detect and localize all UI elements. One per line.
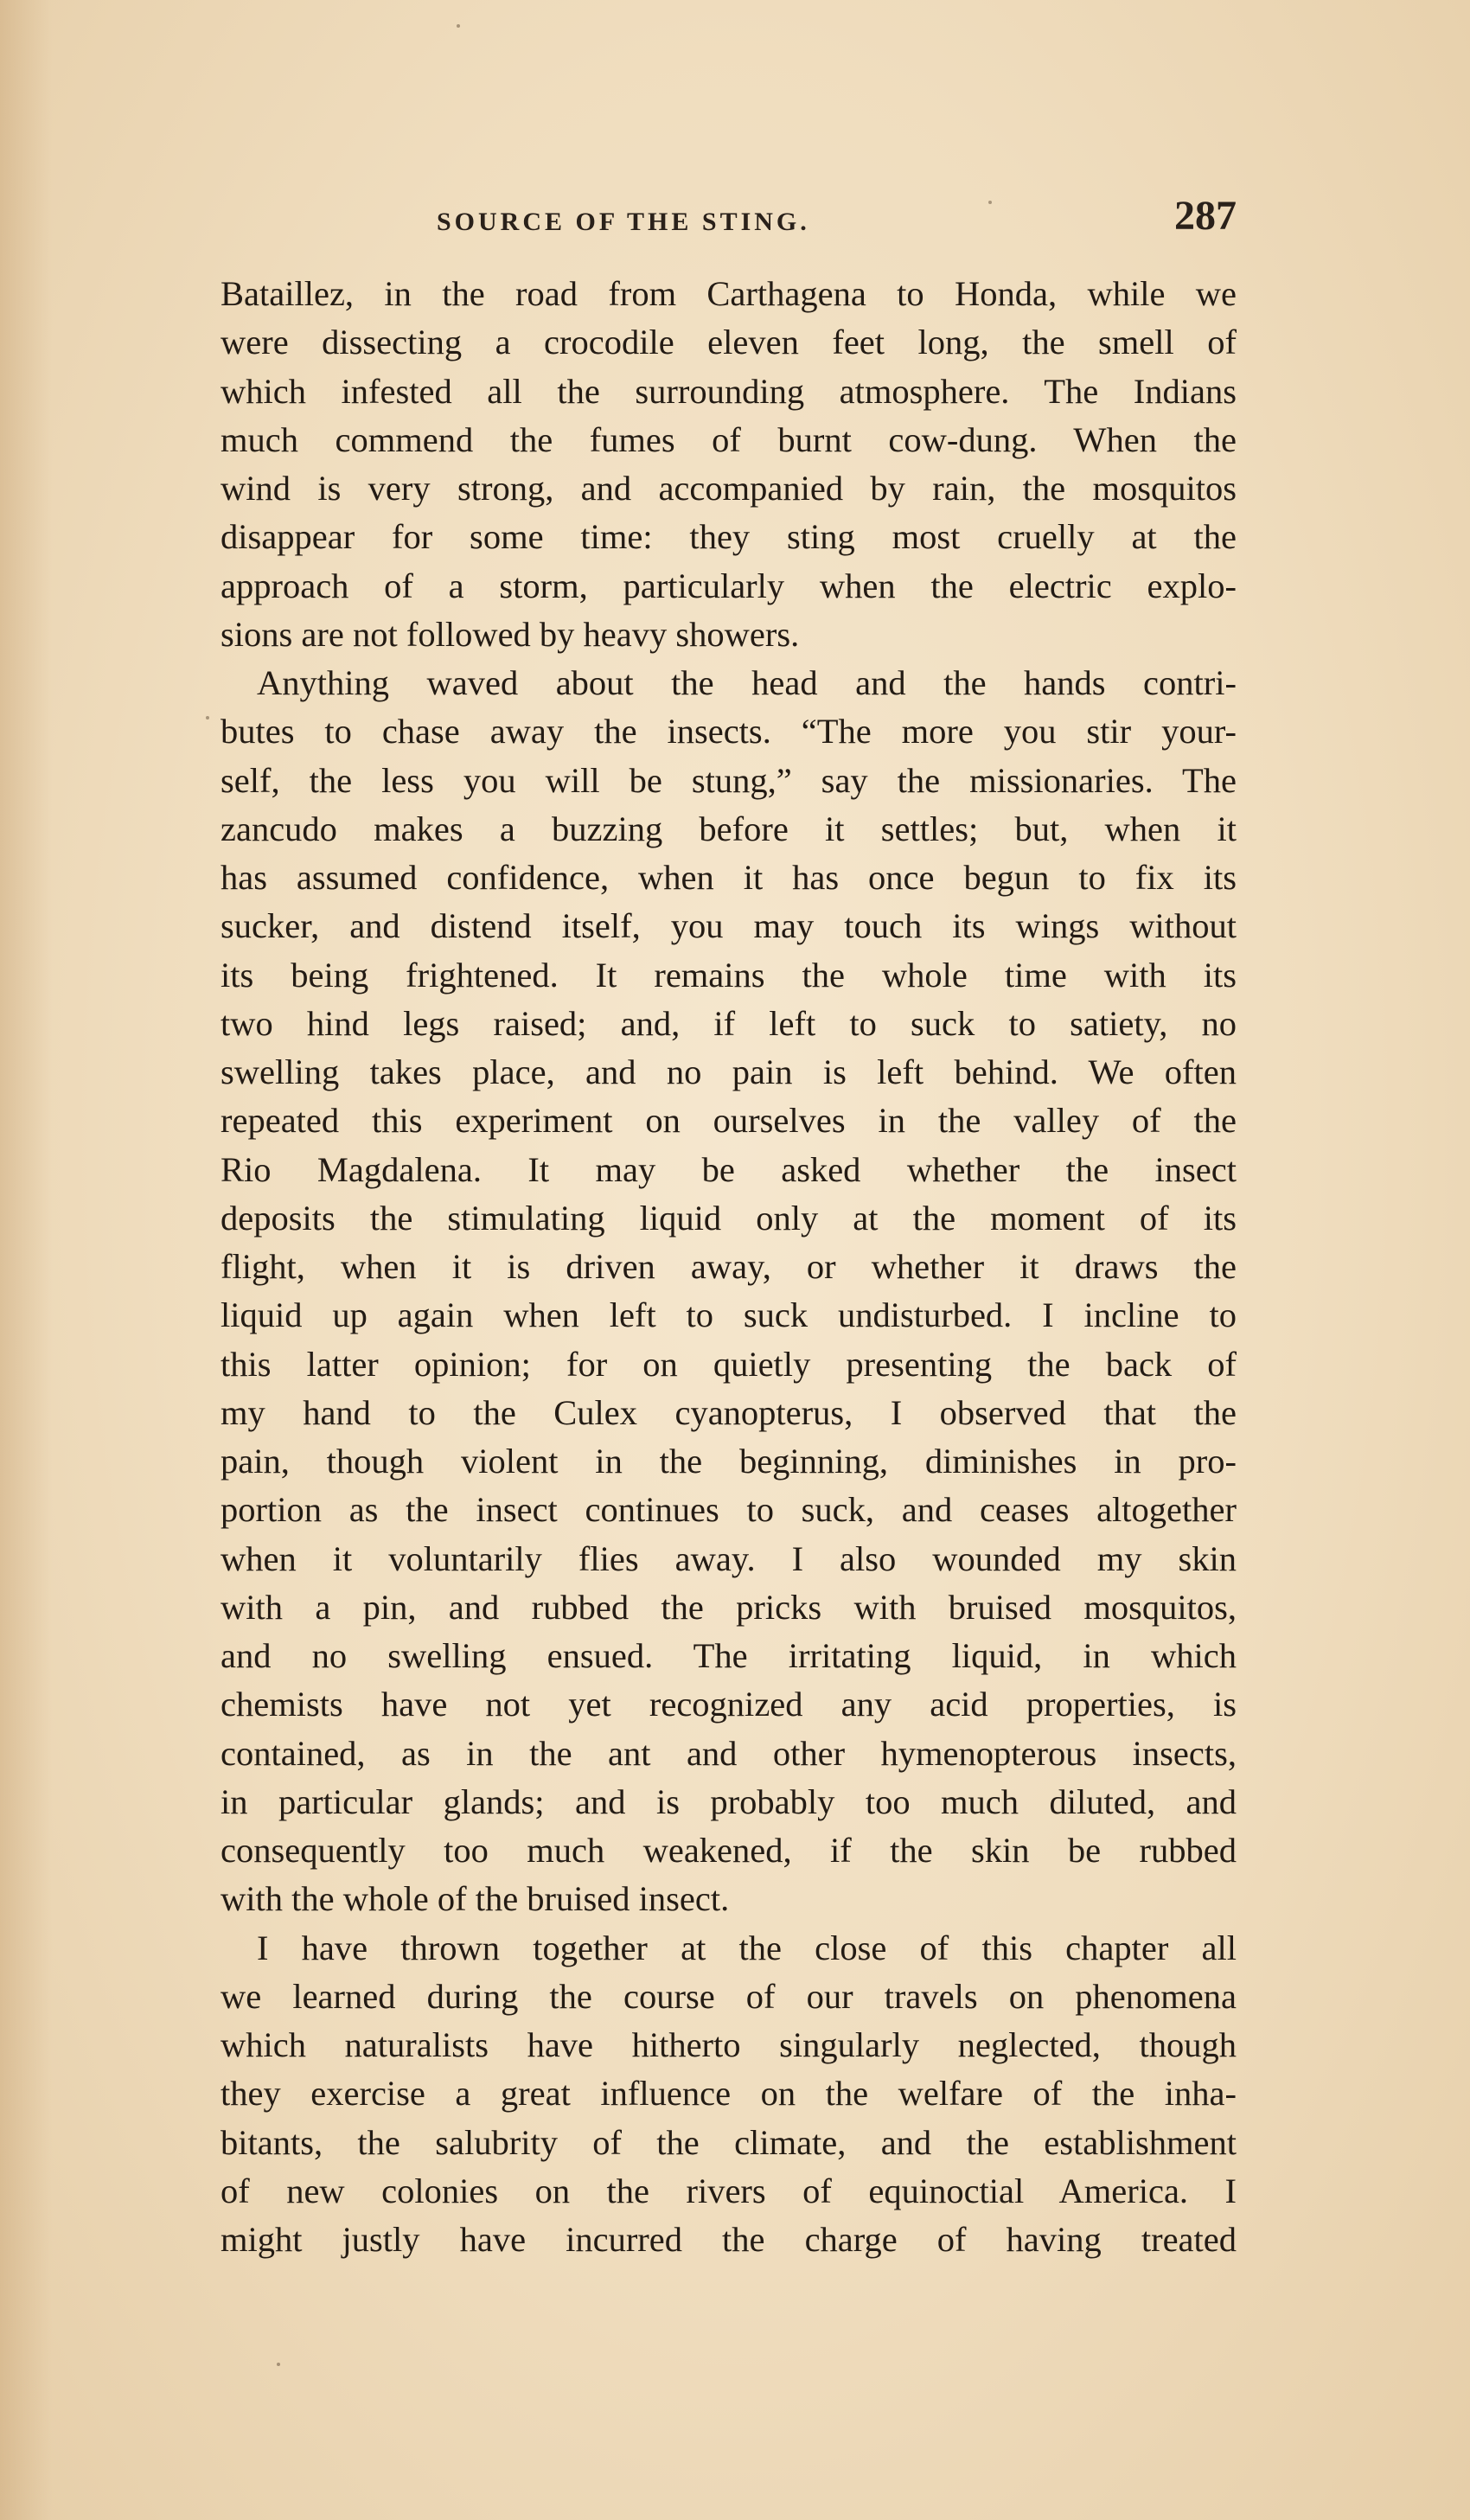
text-line: Bataillez, in the road from Carthagena to Honda, while we (220, 274, 1237, 313)
body-text (220, 270, 1237, 2264)
text-line: of new colonies on the rivers of equinoctial America. I (220, 2171, 1237, 2210)
text-line: disappear for some time: they sting most cruelly at the (220, 517, 1237, 557)
text-line: they exercise a great influence on the welfare of the inha- (220, 2074, 1237, 2114)
text-line: butes to chase away the insects. “The more you stir your- (220, 712, 1237, 752)
text-line: zancudo makes a buzzing before it settles; but, when it (220, 809, 1237, 848)
text-line: were dissecting a crocodile eleven feet long, the smell of (220, 323, 1237, 362)
text-line: with the whole of the bruised insect. (220, 1879, 730, 1919)
text-line: sions are not followed by heavy showers. (220, 614, 800, 654)
text-line: this latter opinion; for on quietly presenting the back of (220, 1344, 1237, 1384)
page-number: 287 (1174, 193, 1237, 239)
text-line: portion as the insect continues to suck, and ceases altogether (220, 1490, 1237, 1530)
text-line: its being frightened. It remains the whole time with its (220, 955, 1237, 995)
text-line: two hind legs raised; and, if left to suck to satiety, no (220, 1003, 1237, 1043)
text-line: chemists have not yet recognized any acid properties, is (220, 1685, 1237, 1724)
text-line: my hand to the Culex cyanopterus, I observed that the (220, 1392, 1237, 1432)
text-line: self, the less you will be stung,” say the missionaries. The (220, 760, 1237, 800)
paper-speck (277, 2363, 280, 2366)
text-line: I have thrown together at the close of this chapter all (257, 1928, 1237, 1967)
text-line: swelling takes place, and no pain is left behind. We often (220, 1052, 1237, 1091)
text-line: might justly have incurred the charge of having treated (220, 2220, 1237, 2259)
text-line: with a pin, and rubbed the pricks with bruised mosquitos, (220, 1587, 1237, 1627)
running-head: SOURCE OF THE STING. (437, 208, 810, 236)
text-line: contained, as in the ant and other hymenopterous insects, (220, 1733, 1237, 1773)
text-line: consequently too much weakened, if the skin be rubbed (220, 1831, 1237, 1870)
text-line: when it voluntarily flies away. I also wounded my skin (220, 1538, 1237, 1578)
text-line: pain, though violent in the beginning, diminishes in pro- (220, 1442, 1237, 1481)
text-line: much commend the fumes of burnt cow-dung. When the (220, 419, 1237, 459)
page-edge-shadow (0, 0, 52, 2520)
text-line: in particular glands; and is probably too much diluted, and (220, 1781, 1237, 1821)
paper-speck (988, 201, 992, 204)
text-line: sucker, and distend itself, you may touch its wings without (220, 906, 1237, 946)
text-line: wind is very strong, and accompanied by rain, the mosquitos (220, 469, 1237, 508)
page-header (220, 192, 1237, 244)
text-line: liquid up again when left to suck undisturbed. I incline to (220, 1295, 1237, 1335)
text-line: and no swelling ensued. The irritating liquid, in which (220, 1636, 1237, 1675)
text-line: repeated this experiment on ourselves in the valley of the (220, 1101, 1237, 1141)
text-line: flight, when it is driven away, or whether it draws the (220, 1247, 1237, 1286)
text-line: which infested all the surrounding atmosphere. The Indians (220, 371, 1237, 411)
text-line: has assumed confidence, when it has once begun to fix its (220, 858, 1237, 897)
paper-speck (206, 716, 209, 720)
text-line: Rio Magdalena. It may be asked whether the insect (220, 1149, 1237, 1189)
text-line: we learned during the course of our travels on phenomena (220, 1976, 1237, 2016)
text-line: bitants, the salubrity of the climate, and the establishment (220, 2122, 1237, 2162)
text-line: deposits the stimulating liquid only at the moment of its (220, 1198, 1237, 1238)
text-line: which naturalists have hitherto singularly neglected, though (220, 2025, 1237, 2064)
text-line: approach of a storm, particularly when the electric explo- (220, 566, 1237, 605)
paper-speck (457, 24, 460, 28)
text-line: Anything waved about the head and the hands contri- (257, 663, 1237, 702)
